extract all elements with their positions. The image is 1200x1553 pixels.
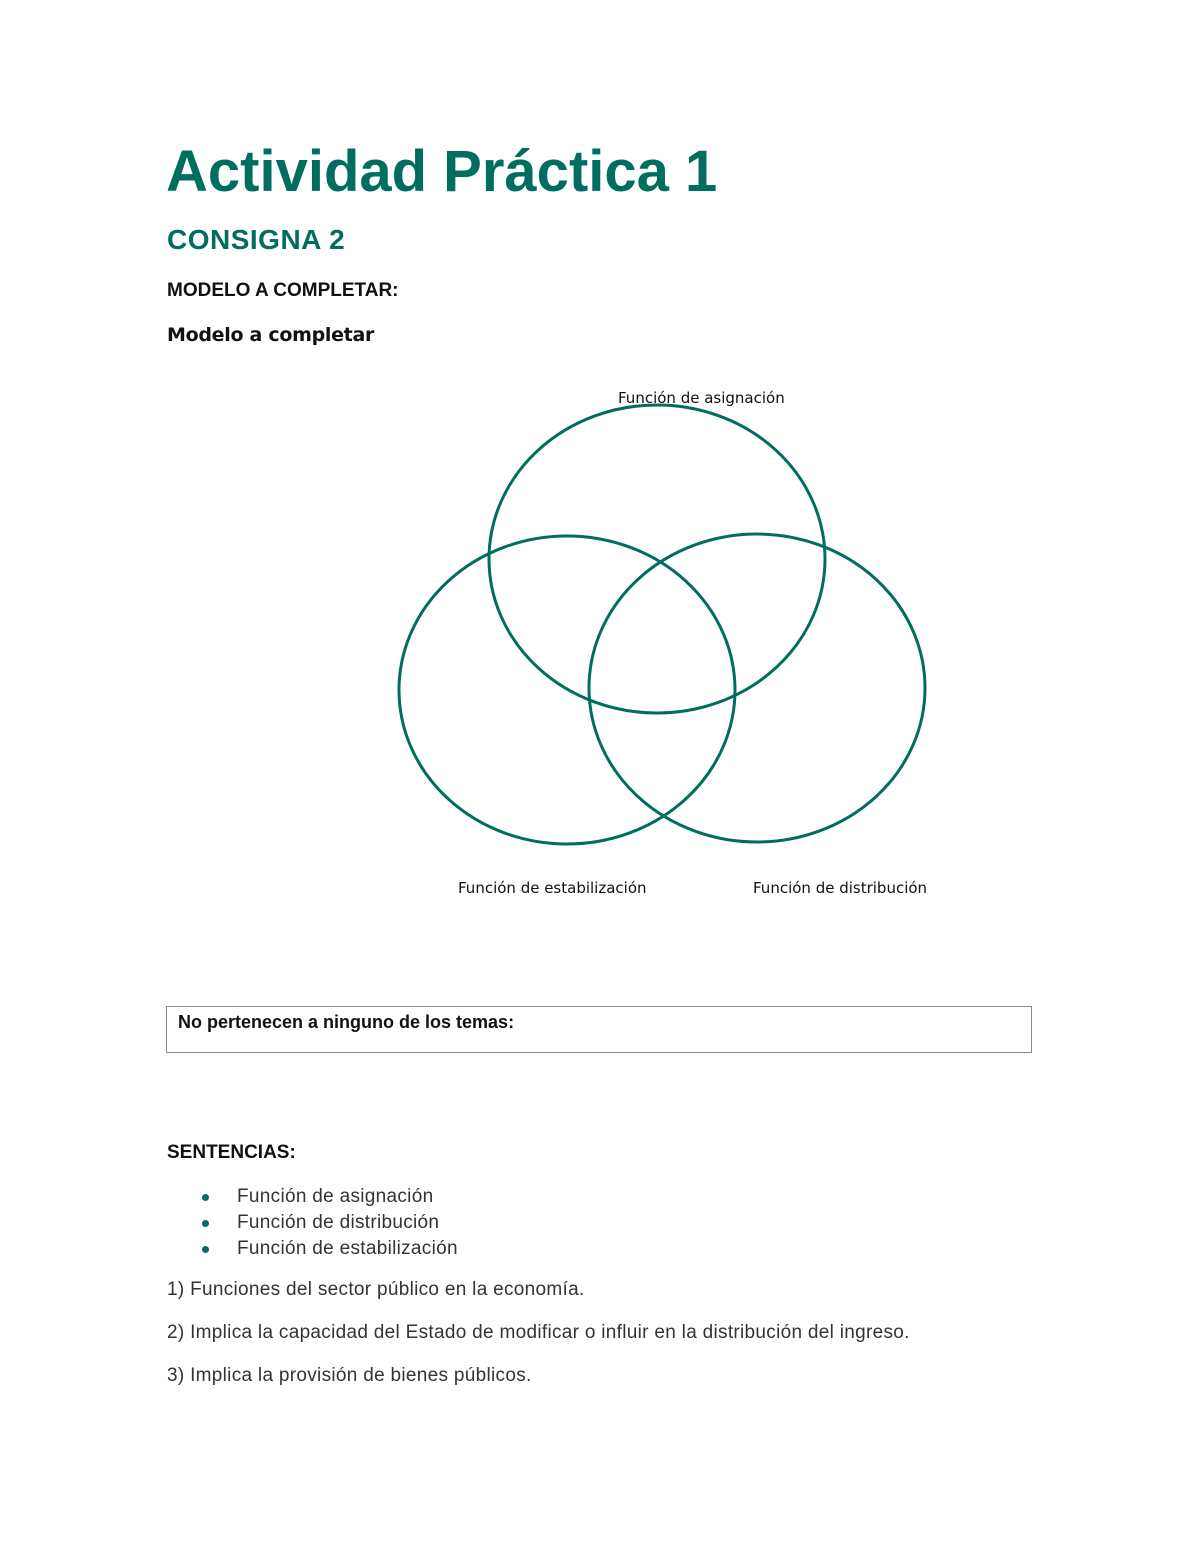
statement-3: 3) Implica la provisión de bienes públicos.: [167, 1365, 532, 1386]
model-label: Modelo a completar: [167, 324, 375, 346]
venn-circle-bottom-right: [589, 534, 925, 842]
bullet-icon: [202, 1246, 209, 1253]
venn-label-bottom-right: Función de distribución: [753, 879, 928, 897]
subtitle: CONSIGNA 2: [167, 224, 346, 255]
statement-2: 2) Implica la capacidad del Estado de modificar o influir en la distribución del ingreso.: [167, 1322, 910, 1343]
bullet-icon: [202, 1194, 209, 1201]
sentence-list: [200, 1184, 458, 1262]
venn-diagram: [380, 380, 940, 900]
statement-1: 1) Funciones del sector público en la economía.: [167, 1279, 585, 1300]
page-title: Actividad Práctica 1: [166, 139, 718, 204]
sentences-label: SENTENCIAS:: [167, 1142, 296, 1163]
list-item-text: Función de asignación: [237, 1186, 434, 1207]
answer-box[interactable]: [166, 1006, 1032, 1053]
venn-label-top: Función de asignación: [618, 389, 785, 407]
section-label: MODELO A COMPLETAR:: [167, 280, 399, 301]
list-item: [200, 1184, 458, 1210]
list-item-text: Función de estabilización: [237, 1238, 458, 1259]
list-item: [200, 1210, 458, 1236]
bullet-icon: [202, 1220, 209, 1227]
venn-label-bottom-left: Función de estabilización: [458, 879, 647, 897]
list-item-text: Función de distribución: [237, 1212, 440, 1233]
answer-box-label: No pertenecen a ninguno de los temas:: [178, 1012, 515, 1032]
list-item: [200, 1236, 458, 1262]
